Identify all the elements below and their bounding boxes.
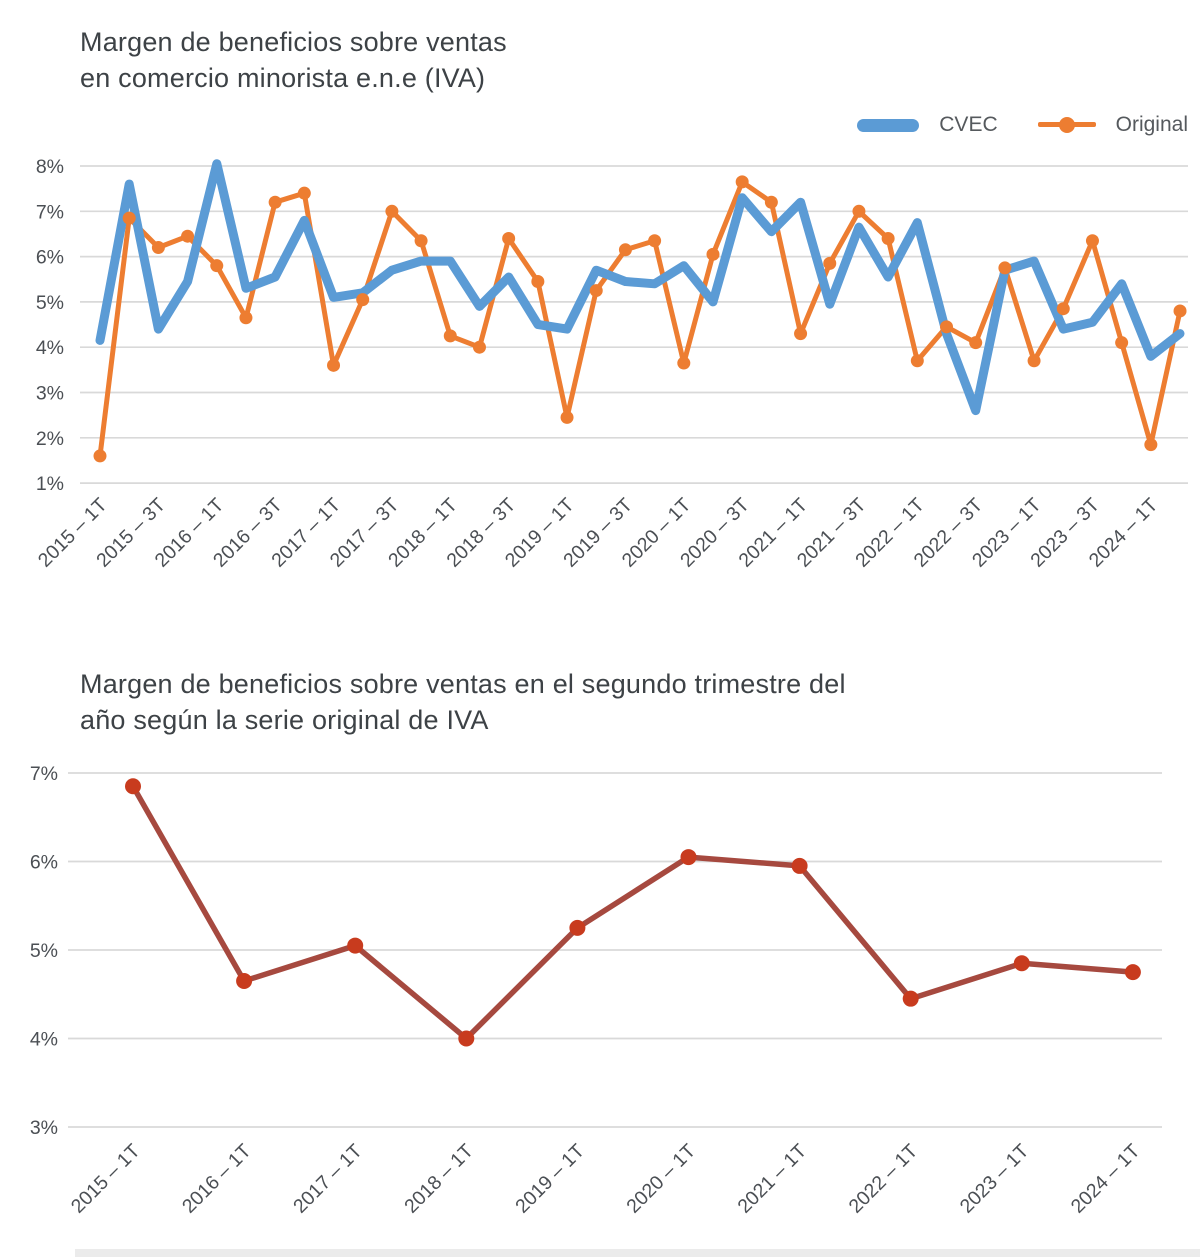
chart1-x-tick-label: 2019 – 3T xyxy=(559,493,637,572)
chart1-x-tick-label: 2022 – 3T xyxy=(909,493,988,572)
chart1-y-tick-label: 8% xyxy=(35,156,64,178)
chart2-x-tick-label: 2022 – 1T xyxy=(844,1139,923,1218)
chart1-original-marker xyxy=(1057,302,1070,315)
chart1-original-marker xyxy=(882,232,895,245)
bottom-divider xyxy=(75,1249,1200,1257)
chart1-original-marker xyxy=(1086,234,1099,247)
chart1-y-tick-label: 6% xyxy=(35,246,64,269)
chart2-original-2t-marker xyxy=(1125,964,1141,980)
chart1-original-marker xyxy=(1174,304,1187,317)
chart1-original-marker xyxy=(123,212,136,225)
chart2-y-tick-label: 4% xyxy=(29,1028,58,1051)
chart1-original-marker xyxy=(444,329,457,342)
chart1-x-tick-label: 2018 – 1T xyxy=(384,493,462,572)
chart1-original-marker xyxy=(765,196,778,209)
chart1-x-tick-label: 2024 – 1T xyxy=(1084,493,1163,572)
chart1-original-marker xyxy=(706,248,719,261)
chart1-x-tick-label: 2017 – 1T xyxy=(267,493,346,572)
chart1-x-tick-label: 2015 – 1T xyxy=(33,493,112,572)
chart1-original-marker xyxy=(852,205,865,218)
chart1-original-marker xyxy=(736,175,749,188)
chart1-x-tick-label: 2018 – 3T xyxy=(442,493,521,572)
chart1-original-marker xyxy=(1144,438,1157,451)
chart1-x-tick-label: 2020 – 1T xyxy=(617,493,696,572)
chart2-original-2t-marker xyxy=(1014,955,1030,971)
chart2-y-tick-label: 6% xyxy=(29,851,58,874)
chart1-original-marker xyxy=(590,284,603,297)
chart2-x-tick-label: 2023 – 1T xyxy=(955,1139,1034,1218)
chart2-original-2t-marker xyxy=(792,858,808,874)
chart1-x-tick-label: 2016 – 3T xyxy=(209,493,287,572)
chart1-original-marker xyxy=(794,327,807,340)
chart1-original-marker xyxy=(181,230,194,243)
chart1-x-tick-label: 2016 – 1T xyxy=(150,493,229,572)
chart1-original-marker xyxy=(298,187,311,200)
chart2-original-2t-marker xyxy=(569,920,585,936)
chart1-original-marker xyxy=(210,259,223,272)
chart1-original-marker xyxy=(385,205,398,218)
chart2-original-2t-line xyxy=(133,786,1133,1038)
chart2-x-tick-label: 2015 – 1T xyxy=(66,1139,145,1218)
chart1-original-marker xyxy=(269,196,282,209)
chart1-x-tick-label: 2021 – 3T xyxy=(792,493,871,572)
chart1-x-tick-label: 2015 – 3T xyxy=(92,493,170,572)
chart1-original-line xyxy=(100,182,1180,456)
chart2-x-tick-label: 2018 – 1T xyxy=(400,1139,478,1218)
chart1-original-marker xyxy=(619,243,632,256)
chart2-original-2t-marker xyxy=(347,938,363,954)
legend-label-original: Original xyxy=(1115,113,1188,136)
chart1-title: Margen de beneficios sobre ventas en comercio minorista e.n.e (IVA) xyxy=(80,27,507,93)
chart2-x-tick-label: 2021 – 1T xyxy=(733,1139,812,1218)
chart1-original-marker xyxy=(356,293,369,306)
chart1-original-marker xyxy=(561,411,574,424)
chart1-original-marker xyxy=(1028,354,1041,367)
chart1-original-marker xyxy=(415,234,428,247)
chart2-y-tick-label: 7% xyxy=(29,763,58,785)
chart1-original-marker xyxy=(473,341,486,354)
chart1-original-marker xyxy=(94,449,107,462)
chart1-y-tick-label: 7% xyxy=(35,201,64,224)
chart1-y-tick-label: 4% xyxy=(35,337,64,360)
chart2-y-tick-label: 3% xyxy=(29,1117,58,1139)
chart1-original-marker xyxy=(823,257,836,270)
chart1-x-tick-label: 2019 – 1T xyxy=(500,493,579,572)
chart1-x-tick-label: 2023 – 3T xyxy=(1026,493,1104,572)
chart1-original-marker xyxy=(998,261,1011,274)
chart1-original-marker xyxy=(911,354,924,367)
chart1-original-marker xyxy=(239,311,252,324)
chart2-title: Margen de beneficios sobre ventas en el segundo trimestre del año según la serie original de IVA xyxy=(80,669,846,735)
chart2-x-tick-label: 2024 – 1T xyxy=(1066,1139,1145,1218)
chart1-y-tick-label: 1% xyxy=(35,473,64,496)
chart1-x-tick-label: 2023 – 1T xyxy=(967,493,1046,572)
chart1-original-marker xyxy=(531,275,544,288)
chart2-original-2t-marker xyxy=(903,991,919,1007)
chart2-y-tick-label: 5% xyxy=(29,940,58,962)
chart2-x-tick-label: 2019 – 1T xyxy=(511,1139,589,1218)
chart1-original-marker xyxy=(1115,336,1128,349)
chart2-original-2t-marker xyxy=(458,1031,474,1047)
chart2-x-tick-label: 2020 – 1T xyxy=(622,1139,701,1218)
chart1-original-marker xyxy=(677,357,690,370)
chart1-x-tick-label: 2021 – 1T xyxy=(734,493,813,572)
chart2-original-2t-marker xyxy=(681,849,697,865)
chart1-y-tick-label: 2% xyxy=(35,427,64,450)
chart1-cvec-line xyxy=(100,164,1180,411)
chart1-y-tick-label: 5% xyxy=(35,291,64,314)
chart1-x-tick-label: 2017 – 3T xyxy=(325,493,404,572)
chart1-x-tick-label: 2022 – 1T xyxy=(851,493,929,572)
chart2-x-tick-label: 2016 – 1T xyxy=(177,1139,256,1218)
chart1-original-marker xyxy=(327,359,340,372)
chart1-y-tick-label: 3% xyxy=(35,382,64,405)
chart1-original-marker xyxy=(152,241,165,254)
chart1-x-tick-label: 2020 – 3T xyxy=(676,493,754,572)
chart2-x-tick-label: 2017 – 1T xyxy=(289,1139,367,1218)
chart1-original-marker xyxy=(502,232,515,245)
chart2-original-2t-marker xyxy=(125,778,141,794)
chart1-original-marker xyxy=(969,336,982,349)
chart2-original-2t-marker xyxy=(236,973,252,989)
chart1-original-marker xyxy=(648,234,661,247)
chart1-original-marker xyxy=(940,320,953,333)
legend-label-cvec: CVEC xyxy=(939,113,998,136)
